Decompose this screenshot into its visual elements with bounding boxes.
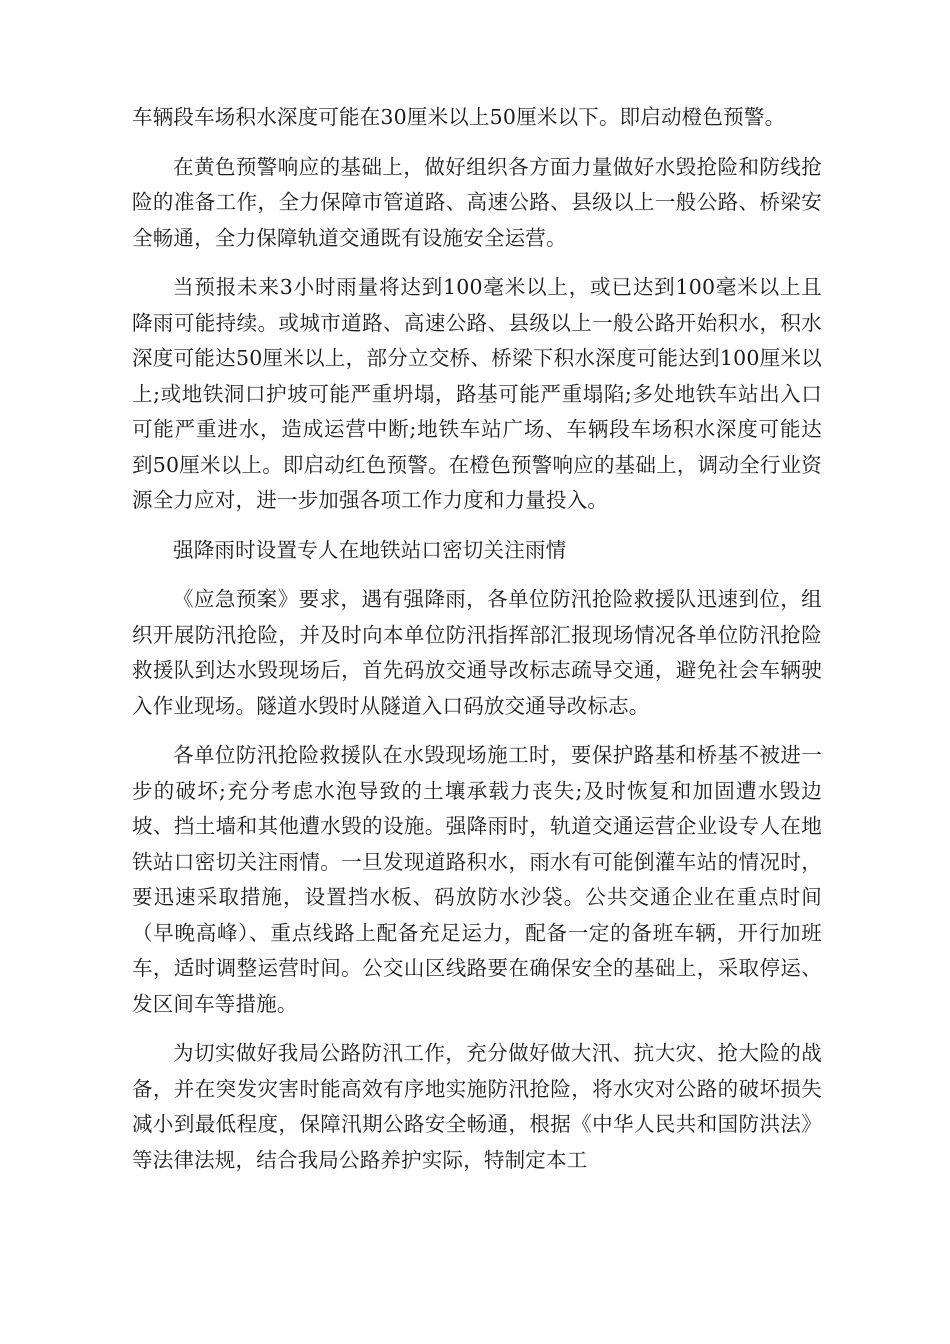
paragraph-highway-flood-control: 为切实做好我局公路防汛工作，充分做好做大汛、抗大灾、抢大险的战备，并在突发灾害时能高效有序地实施防汛抢险，将水灾对公路的破坏损失减小到最低程度，保障汛期公路安全畅通，根据《中华人民共和国防洪法》等法律法规，结合我局公路养护实际，特制定本工 bbox=[132, 1041, 822, 1172]
paragraph-rescue-team: 各单位防汛抢险救援队在水毁现场施工时，要保护路基和桥基不被进一步的破坏;充分考虑水泡导致的土壤承载力丧失;及时恢复和加固遭水毁边坡、挡土墙和其他遭水毁的设施。强降雨时，轨道交通运营企业设专人在地铁站口密切关注雨情。一旦发现道路积水，雨水有可能倒灌车站的情况时，要迅速采取措施，设置挡水板、码放防水沙袋。公共交通企业在重点时间（早晚高峰）、重点线路上配备充足运力，配备一定的备班车辆，开行加班车，适时调整运营时间。公交山区线路要在确保安全的基础上，采取停运、发区间车等措施。 bbox=[132, 743, 822, 1016]
document-body bbox=[132, 100, 822, 1192]
paragraph-emergency-plan: 《应急预案》要求，遇有强降雨，各单位防汛抢险救援队迅速到位，组织开展防汛抢险，并及时向本单位防汛指挥部汇报现场情况各单位防汛抢险救援队到达水毁现场后，首先码放交通导改标志疏导交通，避免社会车辆驶入作业现场。隧道水毁时从隧道入口码放交通导改标志。 bbox=[132, 587, 822, 718]
paragraph-orange-warning-tail: 车辆段车场积水深度可能在30厘米以上50厘米以下。即启动橙色预警。 bbox=[132, 105, 786, 129]
paragraph-orange-response: 在黄色预警响应的基础上，做好组织各方面力量做好水毁抢险和防线抢险的准备工作，全力保障市管道路、高速公路、县级以上一般公路、桥梁安全畅通，全力保障轨道交通既有设施安全运营。 bbox=[132, 154, 822, 250]
paragraph-red-warning: 当预报未来3小时雨量将达到100毫米以上，或已达到100毫米以上且降雨可能持续。或城市道路、高速公路、县级以上一般公路开始积水，积水深度可能达50厘米以上，部分立交桥、桥梁下积水深度可能达到100厘米以上;或地铁洞口护坡可能严重坍塌，路基可能严重塌陷;多处地铁车站出入口可能严重进水，造成运营中断;地铁车站广场、车辆段车场积水深度可能达到50厘米以上。即启动红色预警。在橙色预警响应的基础上，调动全行业资源全力应对，进一步加强各项工作力度和力量投入。 bbox=[132, 275, 822, 512]
section-heading: 强降雨时设置专人在地铁站口密切关注雨情 bbox=[173, 537, 567, 562]
